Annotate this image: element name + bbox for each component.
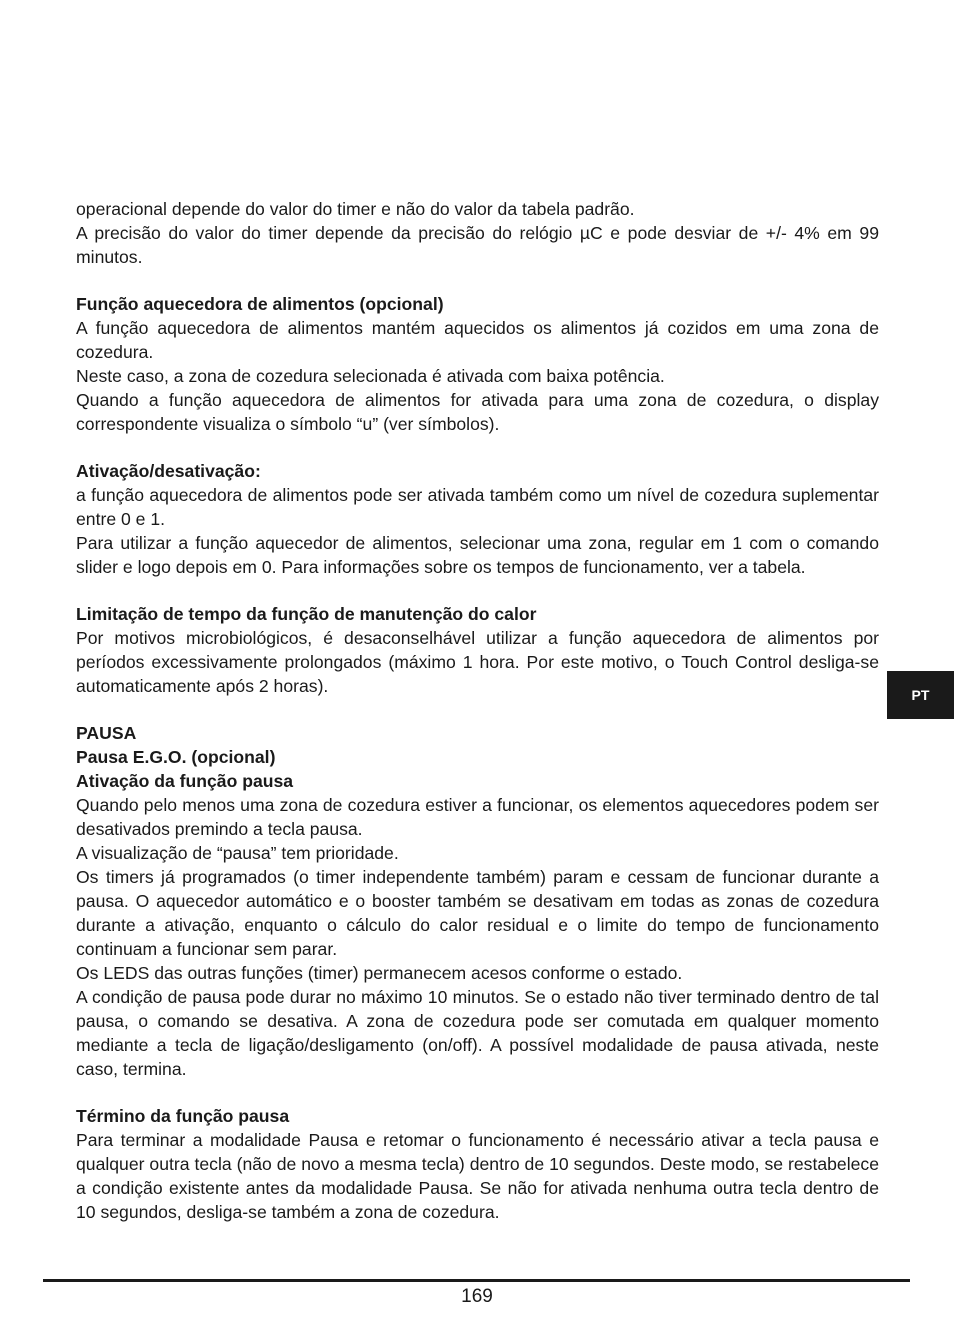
language-tab: PT xyxy=(887,671,954,719)
section-heading: Ativação/desativação: xyxy=(76,461,261,481)
paragraph: Quando pelo menos uma zona de cozedura estiver a funcionar, os elementos aquecedores podem ser desativados premindo a tecla pausa. xyxy=(76,795,879,839)
section-heading: Término da função pausa xyxy=(76,1106,290,1126)
section-heading: Pausa E.G.O. (opcional) xyxy=(76,747,276,767)
paragraph: Por motivos microbiológicos, é desaconselhável utilizar a função aquecedora de alimentos por períodos excessivamente prolongados (máximo 1 hora. Por este motivo, o Touch Control desliga-se automaticamente após 2 horas). xyxy=(76,628,879,696)
paragraph: Neste caso, a zona de cozedura selecionada é ativada com baixa potência. xyxy=(76,366,665,386)
paragraph: A visualização de “pausa” tem prioridade. xyxy=(76,843,399,863)
section-heading: Limitação de tempo da função de manutenção do calor xyxy=(76,604,537,624)
section-heading: PAUSA xyxy=(76,723,137,743)
paragraph: A precisão do valor do timer depende da precisão do relógio µC e pode desviar de +/- 4% em 99 minutos. xyxy=(76,223,879,267)
paragraph: A condição de pausa pode durar no máximo 10 minutos. Se o estado não tiver terminado dentro de tal pausa, o comando se desativa. A zona de cozedura pode ser comutada em qualquer momento mediante a tecla de ligação/desligamento (on/off). A possível modalidade de pausa ativada, neste caso, termina. xyxy=(76,987,879,1079)
section-heading: Ativação da função pausa xyxy=(76,771,294,791)
paragraph: a função aquecedora de alimentos pode ser ativada também como um nível de cozedura suplementar entre 0 e 1. xyxy=(76,485,879,529)
page-number: 169 xyxy=(461,1286,493,1307)
paragraph: operacional depende do valor do timer e não do valor da tabela padrão. xyxy=(76,199,635,219)
section-heading: Função aquecedora de alimentos (opcional) xyxy=(76,294,444,314)
paragraph: A função aquecedora de alimentos mantém aquecidos os alimentos já cozidos em uma zona de cozedura. xyxy=(76,318,879,362)
paragraph: Quando a função aquecedora de alimentos for ativada para uma zona de cozedura, o display correspondente visualiza o símbolo “u” (ver símbolos). xyxy=(76,390,879,434)
paragraph: Os LEDS das outras funções (timer) permanecem acesos conforme o estado. xyxy=(76,963,683,983)
footer-divider xyxy=(43,1279,910,1282)
paragraph: Os timers já programados (o timer independente também) param e cessam de funcionar durante a pausa. O aquecedor automático e o booster também se desativam em todas as zonas de cozedura durante a ativação, enquanto o cálculo do calor residual e o limite do tempo de funcionamento continuam a funcionar sem parar. xyxy=(76,867,879,959)
document-body xyxy=(76,197,879,1224)
paragraph: Para terminar a modalidade Pausa e retomar o funcionamento é necessário ativar a tecla pausa e qualquer outra tecla (não de novo a mesma tecla) dentro de 10 segundos. Deste modo, se restabelece a condição existente antes da modalidade Pausa. Se não for ativada nenhuma outra tecla dentro de 10 segundos, desliga-se também a zona de cozedura. xyxy=(76,1130,879,1222)
paragraph: Para utilizar a função aquecedor de alimentos, selecionar uma zona, regular em 1 com o comando slider e logo depois em 0. Para informações sobre os tempos de funcionamento, ver a tabela. xyxy=(76,533,879,577)
